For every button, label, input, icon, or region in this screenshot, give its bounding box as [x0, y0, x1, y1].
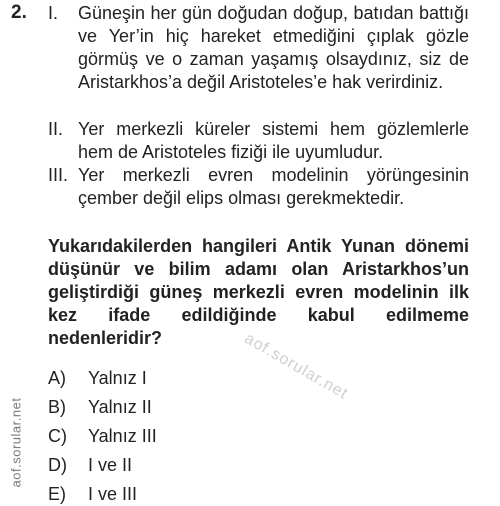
- option-d-letter: D): [48, 455, 67, 475]
- statement-3-text: Yer merkezli evren modelinin yörüngesinin çember değil elips olması gerekmektedir.: [78, 165, 469, 208]
- option-d[interactable]: [48, 454, 132, 477]
- statement-3-numeral: III.: [48, 165, 69, 185]
- question-number: 2.: [11, 2, 27, 23]
- option-a-text: Yalnız I: [88, 368, 147, 388]
- option-d-text: I ve II: [88, 455, 133, 475]
- statement-2-text: Yer merkezli küreler sistemi hem gözlemlerle hem de Aristoteles fiziği ile uyumludur.: [78, 119, 469, 162]
- statement-2-numeral: II.: [48, 119, 64, 139]
- option-b[interactable]: [48, 396, 152, 419]
- statement-1-numeral: I.: [48, 3, 59, 23]
- option-e-text: I ve III: [88, 484, 138, 504]
- option-b-text: Yalnız II: [88, 397, 152, 417]
- option-c-letter: C): [48, 426, 67, 446]
- option-c-text: Yalnız III: [88, 426, 157, 446]
- option-a[interactable]: [48, 367, 147, 390]
- statement-1: [48, 2, 469, 94]
- side-watermark: aof.sorular.net: [8, 397, 24, 488]
- option-e-letter: E): [48, 484, 66, 504]
- option-c[interactable]: [48, 425, 157, 448]
- option-a-letter: A): [48, 368, 66, 388]
- option-b-letter: B): [48, 397, 66, 417]
- question-prompt: Yukarıdakilerden hangileri Antik Yunan dönemi düşünür ve bilim adamı olan Aristarkhos’un geliştirdiği güneş merkezli evren modelinin ilk kez ifade edildiğinde kabul edilmeme nedenleridir?: [48, 236, 469, 348]
- statement-2: [48, 118, 469, 164]
- statement-1-text: Güneşin her gün doğudan doğup, batıdan battığı ve Yer’in hiç hareket etmediğini çıplak gözle görmüş ve o zaman yaşamış olsaydınız, siz de Aristarkhos’a değil Aristoteles’e hak verirdiniz.: [78, 3, 469, 92]
- statement-3: [48, 164, 469, 210]
- diagonal-watermark: aof.sorular.net: [241, 330, 351, 403]
